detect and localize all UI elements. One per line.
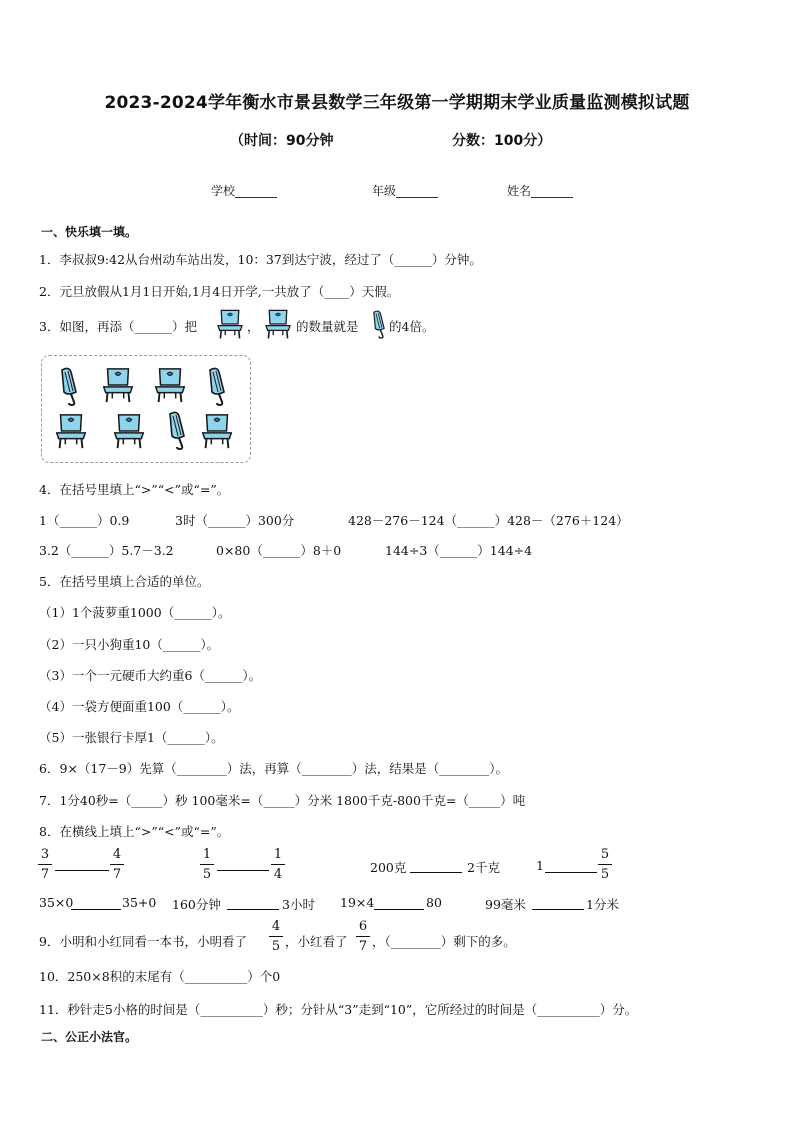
answer-blank[interactable] [545, 858, 597, 873]
chair-icon [151, 366, 189, 404]
chair-icon [110, 412, 148, 450]
question-5-item: （4）一袋方便面重100（______）。 [39, 699, 240, 714]
section-1-heading: 一、快乐填一填。 [41, 225, 138, 239]
text-one: 1 [536, 858, 544, 873]
question-9-part-b: ，小红看了 [285, 934, 348, 949]
umbrella-icon [162, 410, 192, 450]
answer-blank[interactable] [71, 895, 121, 910]
question-3-middle: 的数量就是 [296, 319, 359, 334]
exam-time: （时间：90分钟 [230, 133, 334, 149]
question-4-item: 1（______）0.9 [39, 513, 130, 528]
answer-blank[interactable] [217, 856, 269, 871]
page-title: 2023-2024学年衡水市景县数学三年级第一学期期末学业质量监测模拟试题 [104, 93, 690, 113]
compare-left: 35×0 [39, 895, 74, 910]
question-6: 6．9×（17－9）先算（________）法，再算（________）法，结果是（________）。 [39, 761, 508, 776]
fraction-1-5: 1 5 [200, 848, 214, 881]
question-5-stem: 5．在括号里填上合适的单位。 [39, 574, 210, 589]
answer-blank[interactable] [410, 858, 462, 873]
question-11: 11．秒针走5小格的时间是（__________）秒；分针从“3”走到“10”，它所经过的时间是（__________）分。 [39, 1002, 638, 1017]
question-4-stem: 4．在括号里填上“>”“<”或“=”。 [39, 482, 230, 497]
question-8-stem: 8．在横线上填上“>”“<”或“=”。 [39, 824, 230, 839]
fraction-1-4: 1 4 [271, 848, 285, 881]
question-10: 10．250×8积的末尾有（__________）个0 [39, 969, 281, 984]
answer-blank[interactable] [227, 895, 279, 910]
compare-left: 19×4 [340, 895, 375, 910]
question-4-item: 0×80（______）8＋0 [216, 543, 342, 558]
compare-left: 99毫米 [485, 897, 526, 912]
question-3-prefix: 3．如图，再添（______）把 [39, 319, 197, 334]
compare-right: 35+0 [122, 895, 157, 910]
fraction-6-7: 6 7 [356, 920, 370, 953]
question-4-item: 428－276－124（______）428－（276＋124） [348, 513, 629, 528]
grade-field[interactable]: 年级_______ [372, 184, 439, 198]
fraction-4-7: 4 7 [110, 848, 124, 881]
question-9-part-c: ，（________）剩下的多。 [372, 934, 516, 949]
question-3-suffix: 的4倍。 [389, 319, 435, 334]
question-1: 1．李叔叔9:42从台州动车站出发，10：37到达宁波，经过了（______）分钟。 [39, 252, 482, 267]
text-200g: 200克 [370, 860, 407, 875]
fraction-5-5: 5 5 [598, 848, 612, 881]
umbrella-icon [202, 366, 232, 406]
chair-icon [99, 366, 137, 404]
compare-right: 80 [426, 895, 442, 910]
answer-blank[interactable] [55, 856, 109, 871]
answer-blank[interactable] [374, 895, 424, 910]
fraction-3-7: 3 7 [38, 848, 52, 881]
name-field[interactable]: 姓名_______ [507, 184, 574, 198]
question-9-part-a: 9．小明和小红同看一本书，小明看了 [39, 934, 247, 949]
compare-left: 160分钟 [172, 897, 221, 912]
question-4-item: 144÷3（______）144÷4 [385, 543, 533, 558]
question-5-item: （5）一张银行卡厚1（______）。 [39, 730, 224, 745]
compare-right: 3小时 [282, 897, 315, 912]
figure-box [41, 355, 251, 463]
exam-score: 分数：100分） [452, 133, 552, 149]
answer-blank[interactable] [532, 895, 584, 910]
question-5-item: （1）1个菠萝重1000（______）。 [39, 605, 231, 620]
question-5-item: （2）一只小狗重10（______）。 [39, 637, 220, 652]
section-2-heading: 二、公正小法官。 [41, 1030, 138, 1044]
fraction-4-5: 4 5 [269, 920, 283, 953]
chair-icon [52, 412, 90, 450]
question-4-item: 3.2（______）5.7－3.2 [39, 543, 174, 558]
compare-right: 1分米 [586, 897, 619, 912]
chair-icon [198, 412, 236, 450]
school-field[interactable]: 学校_______ [211, 184, 278, 198]
question-5-item: （3）一个一元硬币大约重6（______）。 [39, 668, 262, 683]
question-3-comma: ， [247, 319, 260, 334]
umbrella-icon [368, 308, 390, 340]
umbrella-icon [54, 366, 84, 406]
text-2kg: 2千克 [467, 860, 500, 875]
question-2: 2．元旦放假从1月1日开始,1月4日开学,一共放了（____）天假。 [39, 284, 400, 299]
question-7: 7．1分40秒=（_____）秒 100毫米=（_____）分米 1800千克-800千克=（_____）吨 [39, 793, 526, 808]
chair-icon [262, 307, 294, 341]
chair-icon [214, 307, 246, 341]
question-4-item: 3时（______）300分 [175, 513, 295, 528]
